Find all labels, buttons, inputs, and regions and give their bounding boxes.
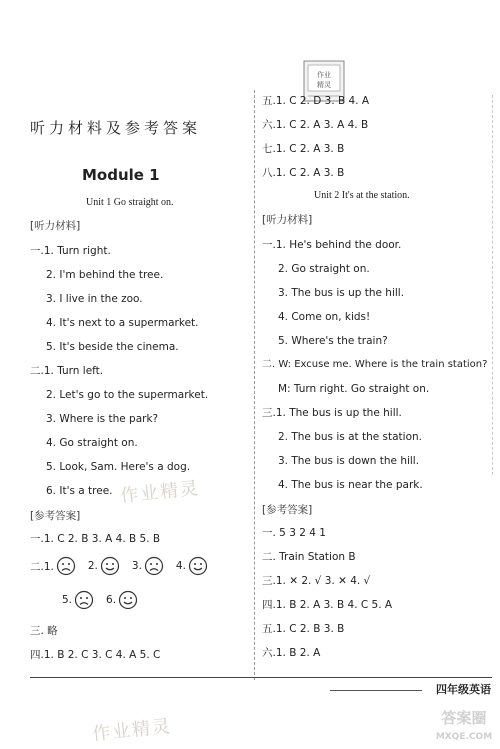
listening-line: 3. I live in the zoo. — [46, 293, 143, 305]
footer-label: 四年级英语 — [436, 683, 491, 696]
answer-line: 五.1. C 2. B 3. B — [262, 623, 345, 635]
listening-line: 二. W: Excuse me. Where is the train station? — [262, 359, 488, 370]
listening-line: 2. The bus is at the station. — [278, 431, 423, 443]
module-title: Module 1 — [82, 166, 160, 184]
face-number: 4. — [175, 560, 186, 572]
listening-line: 5. Look, Sam. Here's a dog. — [46, 461, 191, 473]
answer-line: 四.1. B 2. C 3. C 4. A 5. C — [30, 649, 161, 661]
listening-line: 一.1. Turn right. — [30, 245, 111, 257]
listening-line: 6. It's a tree. — [46, 485, 113, 497]
listening-line: 2. I'm behind the tree. — [46, 269, 164, 281]
watermark: 作业精灵 — [119, 477, 202, 508]
page-title: 听力材料及参考答案 — [30, 119, 202, 137]
unit1-title: Unit 1 Go straight on. — [86, 197, 174, 208]
listening-line: 5. It's beside the cinema. — [46, 341, 179, 353]
listening-line: 3. The bus is down the hill. — [278, 455, 420, 467]
listening-line: 一.1. He's behind the door. — [262, 239, 402, 251]
happy-face-icon — [118, 590, 138, 610]
listening-line: 3. Where is the park? — [46, 413, 159, 425]
answer-line: 六.1. C 2. A 3. A 4. B — [262, 119, 369, 131]
answer-line: 七.1. C 2. A 3. B — [262, 143, 345, 155]
right-listening-heading: [听力材料] — [262, 214, 313, 226]
answer-line: 四.1. B 2. A 3. B 4. C 5. A — [262, 599, 393, 611]
listening-line: M: Turn right. Go straight on. — [278, 383, 430, 395]
svg-text:精灵: 精灵 — [317, 81, 331, 89]
listening-line: 4. Come on, kids! — [278, 311, 371, 323]
face-number: 6. — [106, 594, 117, 606]
answer-line: 二. Train Station B — [262, 551, 356, 563]
listening-line: 4. It's next to a supermarket. — [46, 317, 199, 329]
face-prefix: 二.1. — [30, 560, 54, 573]
faces-row-2 — [62, 590, 138, 610]
footer-rule — [30, 677, 492, 678]
sad-face-icon — [56, 556, 76, 576]
face-number: 3. — [131, 560, 142, 572]
listening-line: 3. The bus is up the hill. — [278, 287, 405, 299]
sad-face-icon — [74, 590, 94, 610]
listening-line: 4. The bus is near the park. — [278, 479, 423, 491]
svg-text:作业: 作业 — [317, 71, 331, 79]
answer-line: 一.1. C 2. B 3. A 4. B 5. B — [30, 533, 161, 545]
left-listening-heading: [听力材料] — [30, 220, 81, 232]
answer-line: 一. 5 3 2 4 1 — [262, 527, 326, 539]
svg-text:答案圈: 答案圈 — [441, 709, 487, 727]
happy-face-icon — [188, 556, 208, 576]
footer-short-rule — [330, 690, 422, 691]
right-answers-heading: [参考答案] — [262, 504, 313, 516]
answer-line: 三. 略 — [30, 625, 58, 637]
face-number: 5. — [62, 594, 73, 606]
face-number: 2. — [87, 560, 98, 572]
right-column — [262, 0, 497, 690]
left-answers-heading: [参考答案] — [30, 510, 81, 522]
listening-line: 三.1. The bus is up the hill. — [262, 407, 402, 419]
listening-line: 4. Go straight on. — [46, 437, 138, 449]
answer-line: 五.1. C 2. D 3. B 4. A — [262, 95, 370, 107]
listening-line: 5. Where's the train? — [278, 335, 388, 347]
left-column — [30, 0, 255, 690]
corner-watermark-logo — [430, 703, 498, 745]
listening-line: 2. Go straight on. — [278, 263, 370, 275]
answer-line: 八.1. C 2. A 3. B — [262, 167, 345, 179]
listening-line: 二.1. Turn left. — [30, 365, 104, 377]
listening-line: 2. Let's go to the supermarket. — [46, 389, 209, 401]
faces-row-1 — [30, 556, 208, 576]
answer-line: 六.1. B 2. A — [262, 647, 321, 659]
svg-text:MXQE.COM: MXQE.COM — [435, 732, 493, 742]
watermark: 作业精灵 — [91, 715, 174, 746]
unit2-title: Unit 2 It's at the station. — [314, 190, 410, 201]
happy-face-icon — [100, 556, 120, 576]
answer-line: 三.1. ✕ 2. √ 3. ✕ 4. √ — [262, 575, 371, 587]
sad-face-icon — [144, 556, 164, 576]
